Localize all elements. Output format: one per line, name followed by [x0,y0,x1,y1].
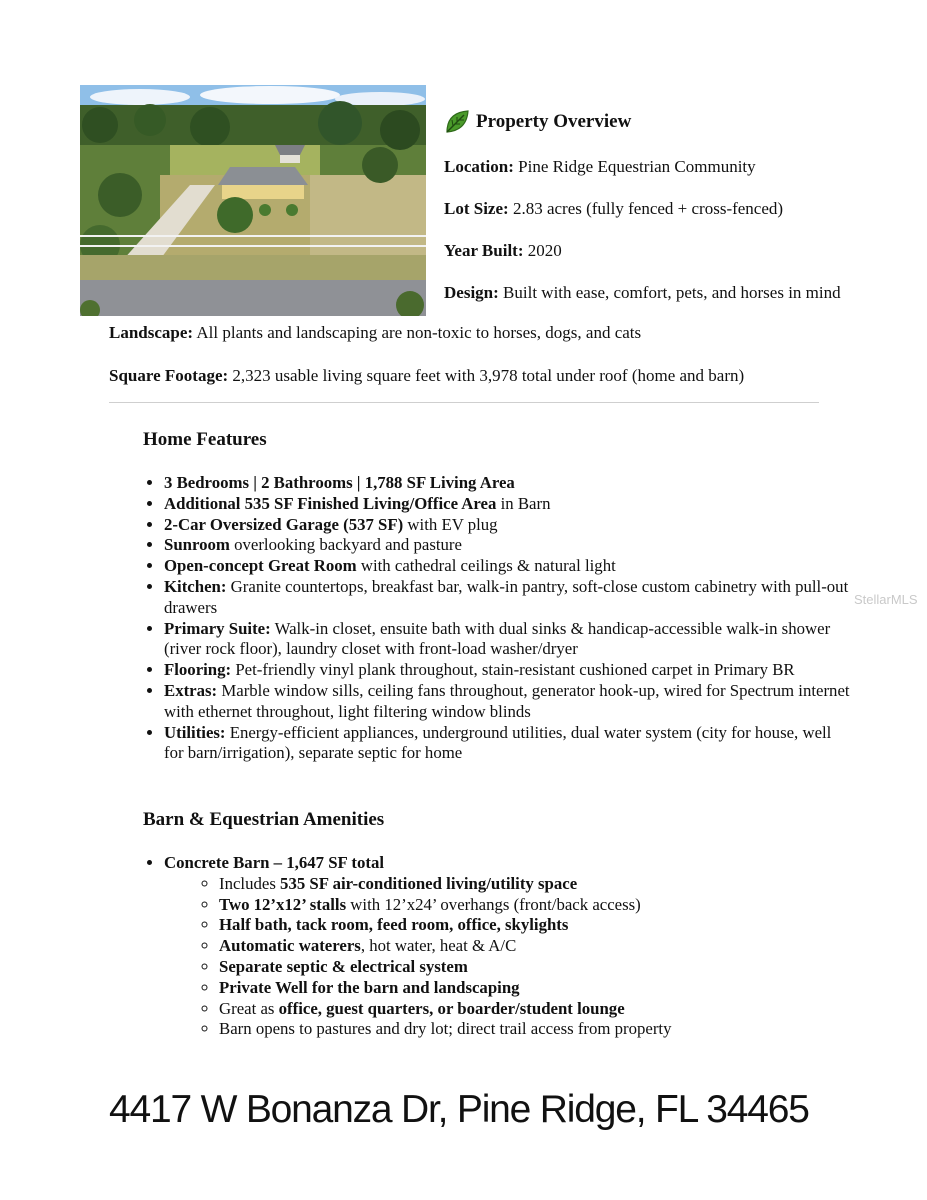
feature-bold: Utilities: [164,722,226,742]
sub-pre: Great as [219,998,279,1018]
lot-size-value: 2.83 acres (fully fenced + cross-fenced) [508,199,784,218]
sub-pre: Barn opens to pastures and dry lot; direct trail access from property [219,1019,672,1039]
sub-bold: Private Well for the barn and landscaping [219,977,520,997]
feature-bold: 3 Bedrooms | 2 Bathrooms | 1,788 SF Living Area [164,473,515,492]
barn-sub-item [219,999,854,1020]
year-built-value: 2020 [523,241,562,260]
feature-text: overlooking backyard and pasture [229,535,462,555]
barn-sub-item [219,1019,854,1040]
year-built-line [444,230,914,272]
lot-size-line [444,188,914,230]
feature-bold: Primary Suite: [164,618,271,638]
feature-item [164,556,854,577]
aerial-photo-illustration [80,85,426,316]
feature-item [164,619,854,661]
design-line [444,272,914,314]
property-overview [444,104,914,314]
feature-item [164,535,854,556]
leaf-icon [444,109,470,135]
feature-item [164,660,854,681]
square-footage-value: 2,323 usable living square feet with 3,978 total under roof (home and barn) [228,366,745,385]
barn-amenities-list [137,853,854,1040]
feature-bold: Open-concept Great Room [164,556,357,576]
landscape-value: All plants and landscaping are non-toxic to horses, dogs, and cats [193,323,642,342]
feature-item [164,681,854,723]
overview-title [444,104,914,140]
barn-sub-item [219,978,854,999]
feature-text: Walk-in closet, ensuite bath with dual sinks & handicap-accessible walk-in shower (river rock floor), laundry closet with front-load washer/dryer [164,618,831,659]
barn-amenities-title: Barn & Equestrian Amenities [143,809,385,830]
sub-bold: Half bath, tack room, feed room, office, skylights [219,915,569,935]
sub-post: , hot water, heat & A/C [360,936,517,956]
landscape-label: Landscape: [109,323,194,342]
aerial-property-photo [80,85,426,316]
section-divider [109,402,819,403]
feature-text: with cathedral ceilings & natural light [356,556,616,576]
location-line [444,146,914,188]
design-value: Built with ease, comfort, pets, and horses in mind [498,283,841,302]
property-address: 4417 W Bonanza Dr, Pine Ridge, FL 34465 [109,1088,809,1131]
location-label: Location: [444,157,514,176]
feature-text: with EV plug [403,514,498,534]
feature-bold: Additional 535 SF Finished Living/Office Area [164,493,497,513]
feature-text: in Barn [496,493,551,513]
feature-text: Energy-efficient appliances, underground utilities, dual water system (city for house, well for barn/irrigation), separate septic for home [164,722,832,763]
barn-main-item [164,853,854,1040]
lot-size-label: Lot Size: [444,199,509,218]
feature-item [164,473,854,494]
barn-main-text: Concrete Barn – 1,647 SF total [164,853,384,872]
feature-item [164,577,854,619]
sub-bold: Automatic waterers [219,936,361,956]
location-value: Pine Ridge Equestrian Community [513,157,756,176]
sub-bold: Two 12’x12’ stalls [219,894,347,914]
feature-text: Marble window sills, ceiling fans throughout, generator hook-up, wired for Spectrum internet with ethernet throughout, light filtering window blinds [164,680,850,721]
year-built-label: Year Built: [444,241,524,260]
overview-title-text: Property Overview [476,111,632,132]
home-features-list [137,473,854,764]
barn-sub-item [219,957,854,978]
home-features-title: Home Features [143,429,267,450]
landscape-line [109,323,641,343]
barn-sub-item [219,936,854,957]
feature-text: Granite countertops, breakfast bar, walk-in pantry, soft-close custom cabinetry with pull-out drawers [164,576,849,617]
feature-item [164,515,854,536]
barn-sub-item [219,874,854,895]
sub-bold: Separate septic & electrical system [219,956,468,976]
feature-item [164,723,854,765]
barn-sub-item [219,915,854,936]
square-footage-label: Square Footage: [109,366,229,385]
sub-pre: Includes [219,873,281,893]
feature-bold: Sunroom [164,535,230,555]
sub-post: with 12’x24’ overhangs (front/back access) [346,894,641,914]
sub-bold: 535 SF air-conditioned living/utility space [280,873,578,893]
square-footage-line [109,366,744,386]
sub-bold: office, guest quarters, or boarder/student lounge [278,998,625,1018]
barn-sub-list [164,874,854,1040]
feature-bold: Kitchen: [164,576,227,596]
feature-bold: 2-Car Oversized Garage (537 SF) [164,514,404,534]
feature-bold: Extras: [164,680,218,700]
barn-sub-item [219,895,854,916]
feature-item [164,494,854,515]
design-label: Design: [444,283,499,302]
feature-bold: Flooring: [164,660,232,680]
feature-text: Pet-friendly vinyl plank throughout, stain-resistant cushioned carpet in Primary BR [231,660,795,680]
stellar-mls-watermark: StellarMLS [854,592,918,607]
